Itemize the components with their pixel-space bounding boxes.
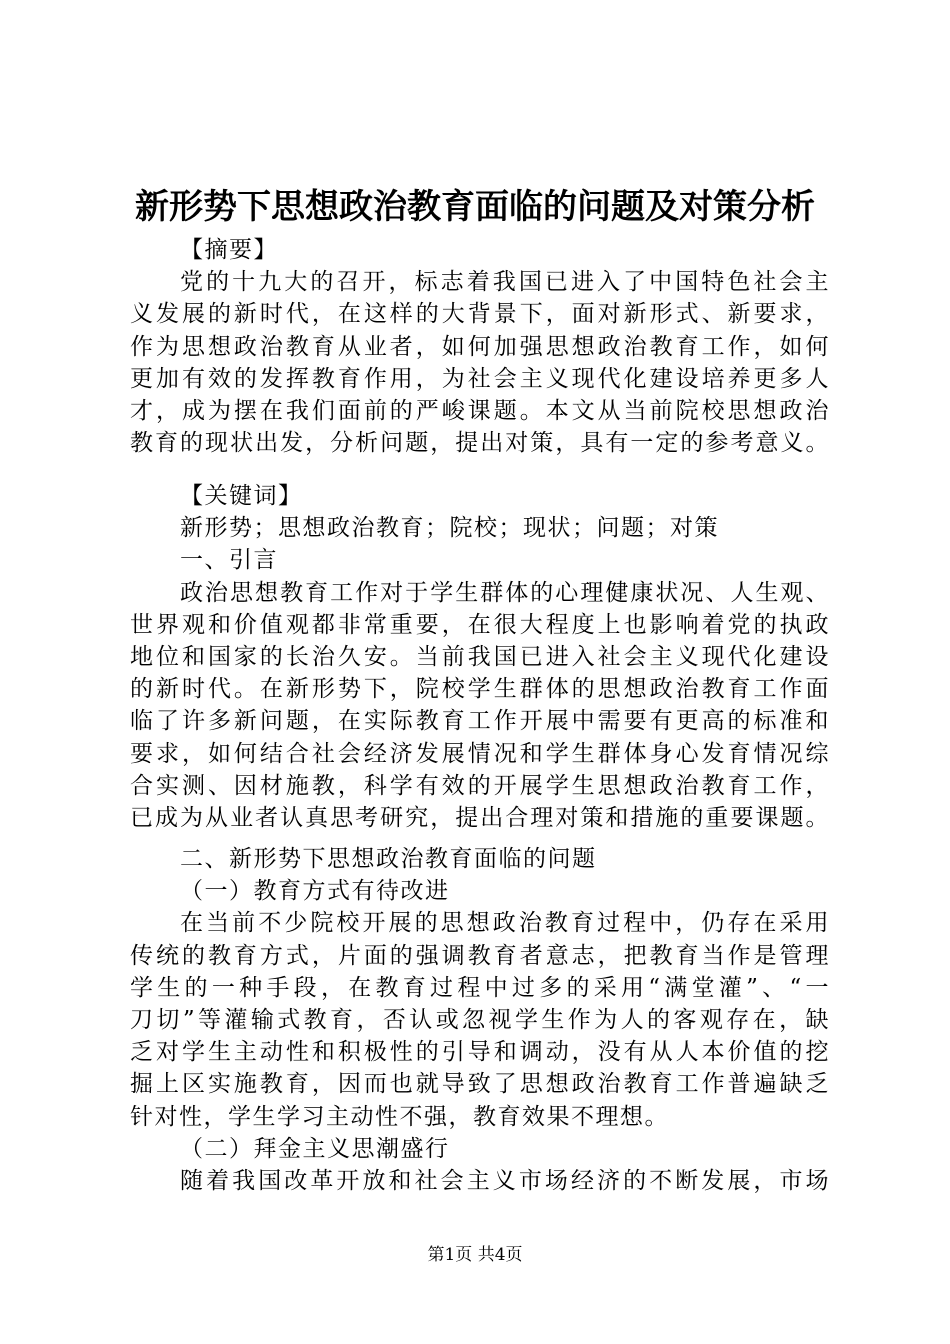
abstract-line: 党的十九大的召开，标志着我国已进入了中国特色社会主 [180,269,830,296]
subsection1-line: 掘上区实施教育，因而也就导致了思想政治教育工作普遍缺乏 [130,1071,830,1098]
section1-line: 政治思想教育工作对于学生群体的心理健康状况、人生观、 [180,579,830,606]
subsection1-line: 乏对学生主动性和积极性的引导和调动，没有从人本价值的挖 [130,1039,830,1066]
keywords-text: 新形势；思想政治教育；院校；现状；问题；对策 [180,515,719,542]
subsection1-line: 针对性，学生学习主动性不强，教育效果不理想。 [130,1103,669,1130]
section1-line: 要求，如何结合社会经济发展情况和学生群体身心发育情况综 [130,740,830,767]
subsection1-line: 在当前不少院校开展的思想政治教育过程中，仍存在采用 [180,910,830,937]
subsection2-heading: （二）拜金主义思潮盛行 [180,1135,450,1162]
document-title: 新形势下思想政治教育面临的问题及对策分析 [135,187,815,227]
section1-line: 地位和国家的长治久安。当前我国已进入社会主义现代化建设 [130,643,830,670]
section1-line: 的新时代。在新形势下，院校学生群体的思想政治教育工作面 [130,676,830,703]
abstract-line: 作为思想政治教育从业者，如何加强思想政治教育工作，如何 [130,333,830,360]
section1-line: 临了许多新问题，在实际教育工作开展中需要有更高的标准和 [130,708,830,735]
section1-line: 已成为从业者认真思考研究，提出合理对策和措施的重要课题。 [130,804,830,831]
subsection1-heading: （一）教育方式有待改进 [180,878,450,905]
abstract-heading: 【摘要】 [180,237,278,263]
subsection1-line: 刀切”等灌输式教育，否认或忽视学生作为人的客观存在，缺 [130,1006,830,1033]
section1-line: 合实测、因材施教，科学有效的开展学生思想政治教育工作， [130,772,830,799]
abstract-line: 才，成为摆在我们面前的严峻课题。本文从当前院校思想政治 [130,397,830,424]
subsection1-line: 学生的一种手段，在教育过程中过多的采用“满堂灌”、“一 [130,974,830,1001]
section2-heading: 二、新形势下思想政治教育面临的问题 [180,846,597,872]
abstract-line: 义发展的新时代，在这样的大背景下，面对新形式、新要求， [130,301,830,328]
keywords-and-intro-section [130,480,830,834]
abstract-line: 更加有效的发挥教育作用，为社会主义现代化建设培养更多人 [130,365,830,392]
subsection1-line: 传统的教育方式，片面的强调教育者意志，把教育当作是管理 [130,942,830,969]
section2 [130,843,830,1197]
keywords-heading: 【关键词】 [180,483,303,509]
abstract-line: 教育的现状出发，分析问题，提出对策，具有一定的参考意义。 [130,430,830,457]
subsection2-line: 随着我国改革开放和社会主义市场经济的不断发展，市场 [180,1167,830,1194]
abstract-section [130,234,830,459]
section1-heading: 一、引言 [180,547,278,574]
page-footer: 第1页 共4页 [427,1245,523,1265]
section1-line: 世界观和价值观都非常重要，在很大程度上也影响着党的执政 [130,611,830,638]
